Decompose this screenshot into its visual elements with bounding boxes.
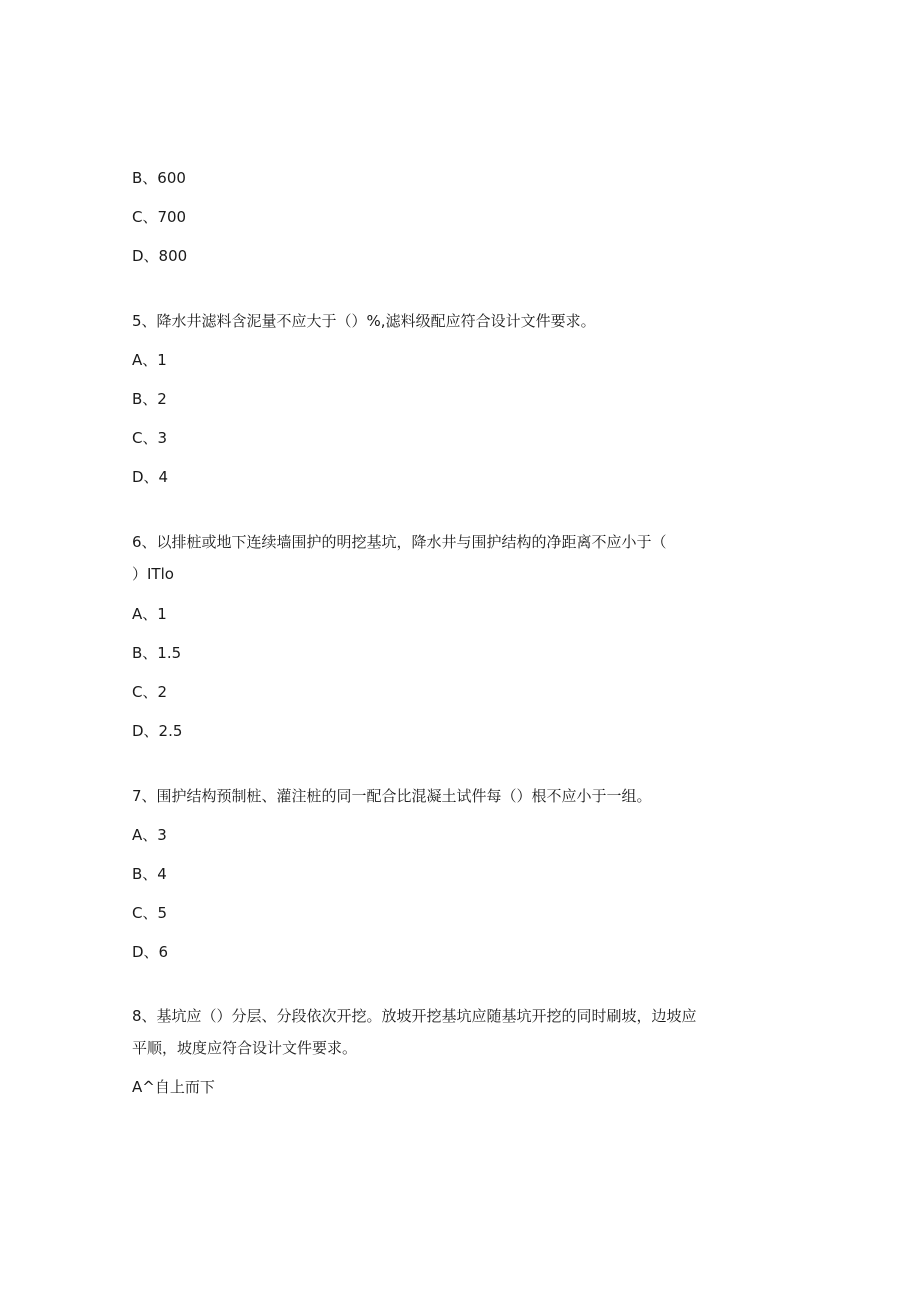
question-5-option-a: A、1 — [132, 351, 167, 369]
question-8-text-cont: 平顺，坡度应符合设计文件要求。 — [132, 1039, 358, 1057]
question-5-option-d: D、4 — [132, 468, 169, 486]
question-6-option-d: D、2.5 — [132, 722, 183, 740]
option-d-800: D、800 — [132, 247, 188, 265]
question-6-option-b: B、1.5 — [132, 644, 182, 662]
question-7-option-c: C、5 — [132, 904, 168, 922]
question-6-option-c: C、2 — [132, 683, 168, 701]
question-5-text: 5、降水井滤料含泥量不应大于（）%,滤料级配应符合设计文件要求。 — [132, 312, 596, 330]
question-5-option-b: B、2 — [132, 390, 167, 408]
option-c-700: C、700 — [132, 208, 187, 226]
question-7-option-a: A、3 — [132, 826, 167, 844]
question-7-option-d: D、6 — [132, 943, 169, 961]
question-5-option-c: C、3 — [132, 429, 168, 447]
question-6-option-a: A、1 — [132, 605, 167, 623]
question-7-option-b: B、4 — [132, 865, 167, 883]
question-6-text: 6、以排桩或地下连续墙围护的明挖基坑，降水井与围护结构的净距离不应小于（ — [132, 533, 667, 551]
question-6-text-cont: ）ITlo — [132, 565, 174, 583]
question-8-option-a: A^自上而下 — [132, 1078, 215, 1096]
question-8-text: 8、基坑应（）分层、分段依次开挖。放坡开挖基坑应随基坑开挖的同时刷坡，边坡应 — [132, 1007, 697, 1025]
option-b-600: B、600 — [132, 169, 186, 187]
question-7-text: 7、围护结构预制桩、灌注桩的同一配合比混凝土试件每（）根不应小于一组。 — [132, 787, 652, 805]
